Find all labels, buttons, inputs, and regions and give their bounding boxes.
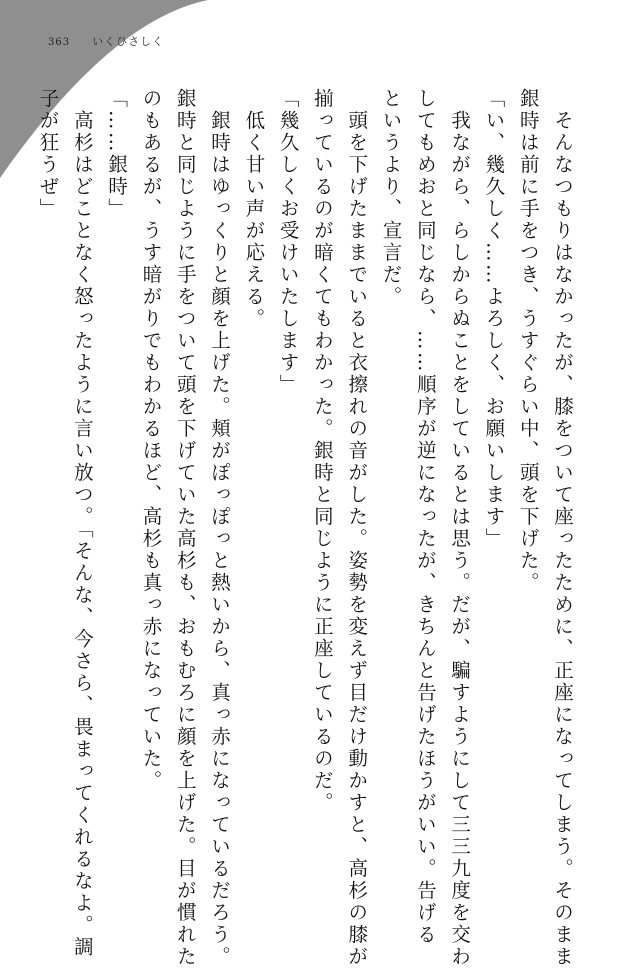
- text-line: そんなつもりはなかったが、膝をついて座ったために、正座になってしまう。そのまま: [551, 88, 574, 968]
- text-line: 揃っているのが暗くてもわかった。銀時と同じように正座しているのだ。: [310, 88, 334, 814]
- running-header: [48, 33, 164, 49]
- text-line: 銀時はゆっくりと顔を上げた。頬がぽっぽっと熱いから、真っ赤になっているだろう。: [208, 88, 232, 968]
- text-line: 我ながら、らしからぬことをしているとは思う。だが、騙すようにして三三九度を交わ: [448, 88, 472, 968]
- text-line: のもあるが、うす暗がりでもわかるほど、高杉も真っ赤になっていた。: [139, 88, 163, 792]
- text-line: 低く甘い声が応える。: [242, 88, 266, 330]
- text-line: 高杉はどことなく怒ったように言い放つ。「そんな、今さら、畏まってくれるなよ。調: [70, 88, 94, 959]
- page-number: 363: [48, 37, 71, 48]
- text-line: 「い、幾久しく……よろしく、お願いします」: [482, 88, 506, 550]
- text-line: してもめおと同じなら、……順序が逆になったが、きちんと告げたほうがいい。告げる: [413, 88, 437, 946]
- text-line: 「……銀時」: [105, 88, 129, 220]
- text-line: 銀時と同じように手をついて頭を下げていた高杉も、おもむろに顔を上げた。目が慣れた: [173, 88, 197, 968]
- vertical-body-text: [30, 88, 579, 968]
- running-title: いくひさしく: [92, 35, 165, 48]
- text-line: 「幾久しくお受けいたします」: [276, 88, 300, 396]
- text-line: 銀時は前に手をつき、うすぐらい中、頭を下げた。: [516, 88, 540, 594]
- text-line: というより、宣言だ。: [379, 88, 403, 308]
- text-line: 子が狂うぜ」: [36, 88, 60, 220]
- text-line: 頭を下げたままでいると衣擦れの音がした。姿勢を変えず目だけ動かすと、高杉の膝が: [345, 88, 369, 968]
